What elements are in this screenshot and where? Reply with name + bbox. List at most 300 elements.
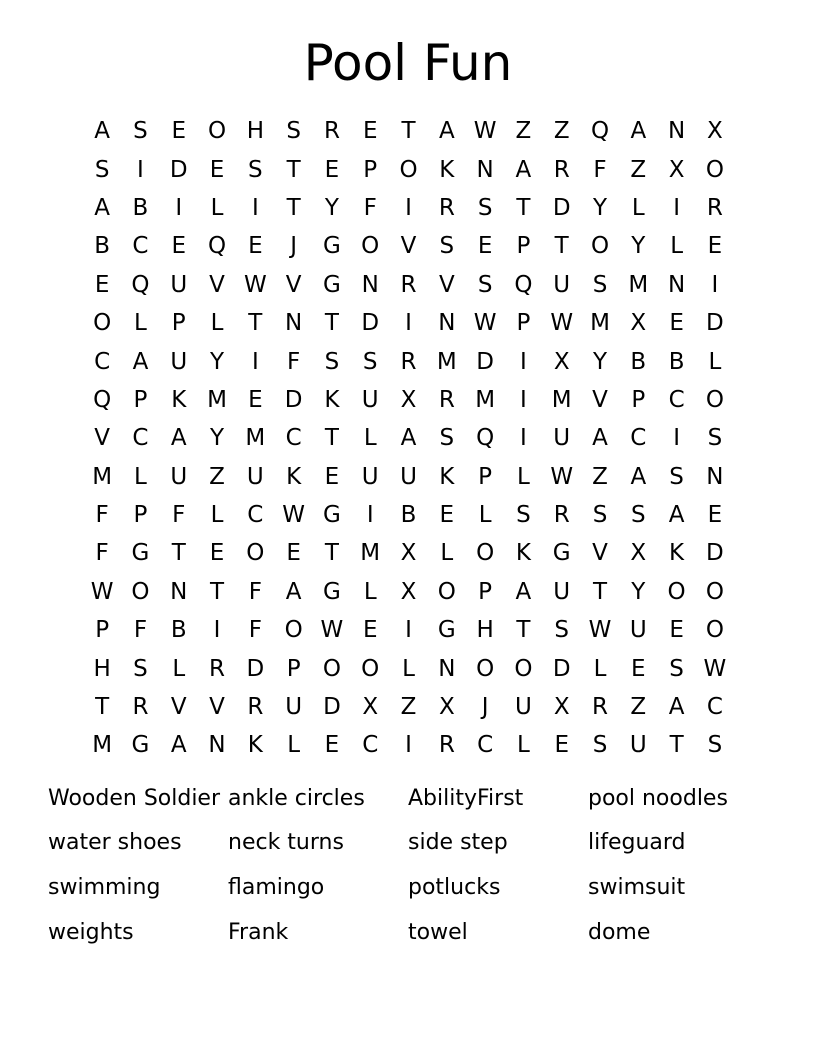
grid-letter[interactable]: M <box>360 540 381 567</box>
grid-letter[interactable]: U <box>629 732 647 759</box>
grid-letter[interactable]: U <box>400 463 417 490</box>
grid-letter[interactable]: I <box>251 194 259 221</box>
grid-letter[interactable]: D <box>246 655 265 682</box>
grid-letter[interactable]: A <box>170 732 187 759</box>
grid-letter[interactable]: R <box>553 156 570 183</box>
grid-letter[interactable]: O <box>246 540 265 567</box>
grid-letter[interactable]: Z <box>400 694 417 721</box>
grid-letter[interactable]: E <box>209 540 225 567</box>
grid-letter[interactable]: H <box>93 655 111 682</box>
grid-letter[interactable]: L <box>210 194 224 221</box>
grid-letter[interactable]: P <box>363 156 378 183</box>
grid-letter[interactable]: I <box>137 156 144 183</box>
grid-letter[interactable]: P <box>171 310 186 337</box>
grid-letter[interactable]: V <box>592 540 608 567</box>
grid-letter[interactable]: I <box>405 194 412 221</box>
grid-letter[interactable]: E <box>171 118 187 145</box>
grid-letter[interactable]: A <box>438 118 455 145</box>
grid-letter[interactable]: C <box>132 425 149 452</box>
grid-letter[interactable]: H <box>476 617 494 644</box>
grid-letter[interactable]: B <box>94 233 111 260</box>
grid-letter[interactable]: D <box>361 310 380 337</box>
grid-letter[interactable]: T <box>516 194 531 221</box>
grid-letter[interactable]: F <box>593 156 607 183</box>
grid-letter[interactable]: O <box>207 118 227 145</box>
grid-letter[interactable]: I <box>213 617 221 644</box>
grid-letter[interactable]: A <box>170 425 187 452</box>
grid-letter[interactable]: U <box>285 694 303 721</box>
grid-letter[interactable]: N <box>438 655 456 682</box>
grid-letter[interactable]: J <box>290 233 298 260</box>
grid-letter[interactable]: W <box>473 310 497 337</box>
grid-letter[interactable]: U <box>553 271 571 298</box>
grid-letter[interactable]: A <box>592 425 608 452</box>
grid-letter[interactable]: W <box>320 617 344 644</box>
grid-letter[interactable]: G <box>437 617 456 644</box>
grid-letter[interactable]: O <box>93 310 112 337</box>
grid-letter[interactable]: N <box>361 271 379 298</box>
grid-letter[interactable]: P <box>95 617 110 644</box>
grid-row <box>83 534 734 572</box>
grid-letter[interactable]: C <box>668 386 685 413</box>
grid-letter[interactable]: V <box>285 271 302 298</box>
grid-letter[interactable]: L <box>134 310 147 337</box>
grid-letter[interactable]: N <box>208 732 226 759</box>
grid-letter[interactable]: A <box>132 348 149 375</box>
grid-letter[interactable]: M <box>92 732 113 759</box>
grid-letter[interactable]: G <box>323 502 341 529</box>
grid-letter[interactable]: P <box>478 463 493 490</box>
grid-letter[interactable]: A <box>630 118 647 145</box>
grid-letter[interactable]: K <box>669 540 685 567</box>
grid-letter[interactable]: E <box>324 463 340 490</box>
grid-row <box>83 649 734 687</box>
grid-letter[interactable]: T <box>95 694 110 721</box>
grid-letter[interactable]: K <box>439 463 455 490</box>
grid-letter[interactable]: A <box>515 578 532 605</box>
grid-letter[interactable]: L <box>478 502 492 529</box>
grid-letter[interactable]: O <box>590 233 610 260</box>
grid-letter[interactable]: A <box>400 425 417 452</box>
grid-letter[interactable]: L <box>134 463 147 490</box>
grid-letter[interactable]: E <box>362 118 378 145</box>
grid-letter[interactable]: E <box>362 617 378 644</box>
grid-letter[interactable]: P <box>478 578 493 605</box>
grid-letter[interactable]: A <box>94 118 111 145</box>
grid-letter[interactable]: U <box>361 463 379 490</box>
grid-letter[interactable]: F <box>248 578 262 605</box>
grid-letter[interactable]: F <box>363 194 377 221</box>
grid-letter[interactable]: Z <box>553 118 570 145</box>
grid-letter[interactable]: U <box>553 578 571 605</box>
grid-letter[interactable]: A <box>94 194 111 221</box>
grid-letter[interactable]: R <box>400 271 417 298</box>
grid-letter[interactable]: E <box>324 156 340 183</box>
grid-letter[interactable]: F <box>248 617 262 644</box>
grid-letter[interactable]: O <box>705 617 724 644</box>
grid-letter[interactable]: V <box>438 271 455 298</box>
grid-letter[interactable]: G <box>131 732 150 759</box>
grid-letter[interactable]: X <box>630 310 647 337</box>
grid-letter[interactable]: S <box>477 271 493 298</box>
grid-letter[interactable]: J <box>481 694 489 721</box>
grid-letter[interactable]: C <box>247 502 264 529</box>
grid-letter[interactable]: T <box>324 310 339 337</box>
grid-letter[interactable]: N <box>667 271 686 298</box>
grid-letter[interactable]: O <box>667 578 686 605</box>
grid-letter[interactable]: S <box>516 502 531 529</box>
grid-letter[interactable]: O <box>476 655 495 682</box>
grid-letter[interactable]: L <box>172 655 186 682</box>
grid-letter[interactable]: O <box>399 156 418 183</box>
grid-letter[interactable]: Y <box>592 194 608 221</box>
grid-letter[interactable]: E <box>248 233 263 260</box>
grid-letter[interactable]: T <box>324 425 339 452</box>
grid-letter[interactable]: W <box>90 578 114 605</box>
grid-letter[interactable]: Q <box>207 233 227 260</box>
grid-letter[interactable]: R <box>247 694 264 721</box>
grid-letter[interactable]: V <box>400 233 417 260</box>
grid-letter[interactable]: Z <box>630 694 647 721</box>
grid-letter[interactable]: O <box>322 655 341 682</box>
grid-letter[interactable]: Q <box>476 425 495 452</box>
grid-letter[interactable]: U <box>553 425 571 452</box>
grid-letter[interactable]: W <box>550 463 574 490</box>
grid-letter[interactable]: Y <box>210 425 225 452</box>
grid-letter[interactable]: Z <box>209 463 225 490</box>
grid-letter[interactable]: F <box>172 502 186 529</box>
grid-letter[interactable]: Z <box>515 118 532 145</box>
grid-letter[interactable]: T <box>210 578 225 605</box>
grid-letter[interactable]: X <box>400 578 417 605</box>
grid-letter[interactable]: R <box>553 502 570 529</box>
grid-letter[interactable]: O <box>284 617 303 644</box>
grid-letter[interactable]: V <box>170 694 187 721</box>
grid-letter[interactable]: D <box>552 194 571 221</box>
grid-letter[interactable]: F <box>95 540 109 567</box>
grid-letter[interactable]: O <box>361 233 380 260</box>
grid-letter[interactable]: Z <box>630 156 647 183</box>
grid-letter[interactable]: S <box>707 425 723 452</box>
grid-letter[interactable]: M <box>207 386 227 413</box>
grid-letter[interactable]: V <box>592 386 608 413</box>
grid-letter[interactable]: Y <box>631 233 646 260</box>
grid-letter[interactable]: T <box>516 617 531 644</box>
grid-letter[interactable]: I <box>175 194 183 221</box>
grid-letter[interactable]: Y <box>324 194 339 221</box>
grid-letter[interactable]: G <box>323 578 341 605</box>
grid-letter[interactable]: E <box>248 386 263 413</box>
grid-letter[interactable]: T <box>286 194 301 221</box>
grid-letter[interactable]: A <box>285 578 302 605</box>
grid-letter[interactable]: N <box>476 156 494 183</box>
grid-letter[interactable]: D <box>476 348 494 375</box>
grid-letter[interactable]: L <box>517 732 530 759</box>
grid-letter[interactable]: C <box>706 694 723 721</box>
grid-letter[interactable]: L <box>670 233 684 260</box>
grid-letter[interactable]: S <box>133 118 148 145</box>
grid-letter[interactable]: T <box>171 540 186 567</box>
grid-letter[interactable]: D <box>323 694 341 721</box>
grid-letter[interactable]: P <box>286 655 301 682</box>
grid-letter[interactable]: C <box>285 425 302 452</box>
grid-letter[interactable]: S <box>554 617 570 644</box>
grid-letter[interactable]: B <box>400 502 417 529</box>
grid-letter[interactable]: D <box>169 156 188 183</box>
grid-letter[interactable]: X <box>362 694 379 721</box>
grid-letter[interactable]: L <box>402 655 415 682</box>
grid-letter[interactable]: S <box>592 502 608 529</box>
grid-letter[interactable]: K <box>286 463 302 490</box>
grid-letter[interactable]: A <box>515 156 532 183</box>
grid-letter[interactable]: C <box>630 425 647 452</box>
grid-letter[interactable]: V <box>209 694 225 721</box>
grid-letter[interactable]: P <box>133 386 148 413</box>
grid-letter[interactable]: L <box>631 194 645 221</box>
grid-letter[interactable]: B <box>132 194 149 221</box>
grid-letter[interactable]: G <box>131 540 150 567</box>
grid-row <box>83 150 734 188</box>
grid-letter[interactable]: I <box>251 348 259 375</box>
grid-letter[interactable]: R <box>209 655 226 682</box>
grid-letter[interactable]: E <box>707 233 723 260</box>
grid-letter[interactable]: S <box>592 271 608 298</box>
grid-letter[interactable]: S <box>286 118 301 145</box>
grid-letter[interactable]: C <box>477 732 494 759</box>
grid-letter[interactable]: S <box>669 655 684 682</box>
grid-letter[interactable]: R <box>323 118 340 145</box>
grid-letter[interactable]: U <box>170 348 188 375</box>
grid-letter[interactable]: I <box>673 425 680 452</box>
word-list-item: towel <box>408 919 468 945</box>
grid-letter[interactable]: F <box>95 502 109 529</box>
grid-letter[interactable]: D <box>706 540 724 567</box>
grid-letter[interactable]: Q <box>93 386 112 413</box>
grid-letter[interactable]: L <box>210 502 224 529</box>
grid-letter[interactable]: E <box>631 655 646 682</box>
grid-letter[interactable]: X <box>630 540 647 567</box>
grid-letter[interactable]: W <box>473 118 497 145</box>
grid-letter[interactable]: D <box>284 386 303 413</box>
grid-letter[interactable]: P <box>516 310 531 337</box>
grid-letter[interactable]: M <box>551 386 572 413</box>
grid-letter[interactable]: B <box>170 617 187 644</box>
grid-letter[interactable]: M <box>92 463 113 490</box>
grid-letter[interactable]: S <box>439 425 455 452</box>
grid-letter[interactable]: X <box>438 694 455 721</box>
grid-letter[interactable]: I <box>673 194 680 221</box>
grid-letter[interactable]: X <box>400 386 417 413</box>
word-list <box>48 776 788 954</box>
grid-letter[interactable]: K <box>247 732 263 759</box>
grid-letter[interactable]: T <box>669 732 684 759</box>
grid-letter[interactable]: L <box>440 540 454 567</box>
grid-letter[interactable]: I <box>405 310 412 337</box>
grid-letter[interactable]: U <box>514 694 532 721</box>
grid-letter[interactable]: I <box>711 271 719 298</box>
grid-letter[interactable]: L <box>210 310 224 337</box>
grid-letter[interactable]: E <box>94 271 110 298</box>
grid-letter[interactable]: T <box>592 578 608 605</box>
grid-letter[interactable]: Y <box>592 348 608 375</box>
grid-letter[interactable]: L <box>517 463 530 490</box>
grid-letter[interactable]: M <box>436 348 457 375</box>
grid-letter[interactable]: E <box>477 233 493 260</box>
grid-letter[interactable]: M <box>628 271 649 298</box>
grid-letter[interactable]: N <box>170 578 188 605</box>
grid-letter[interactable]: R <box>400 348 417 375</box>
grid-letter[interactable]: E <box>286 540 301 567</box>
grid-letter[interactable]: X <box>400 540 417 567</box>
grid-letter[interactable]: N <box>706 463 724 490</box>
grid-letter[interactable]: E <box>669 310 684 337</box>
grid-letter[interactable]: Z <box>592 463 608 490</box>
grid-letter[interactable]: R <box>438 732 455 759</box>
grid-letter[interactable]: D <box>552 655 571 682</box>
grid-letter[interactable]: S <box>324 348 340 375</box>
grid-letter[interactable]: L <box>363 425 377 452</box>
grid-letter[interactable]: O <box>131 578 150 605</box>
grid-row <box>83 304 734 342</box>
grid-letter[interactable]: L <box>593 655 607 682</box>
grid-letter[interactable]: O <box>361 655 380 682</box>
grid-letter[interactable]: S <box>592 732 608 759</box>
grid-letter[interactable]: E <box>209 156 225 183</box>
grid-letter[interactable]: Y <box>631 578 646 605</box>
grid-letter[interactable]: W <box>703 655 727 682</box>
grid-letter[interactable]: B <box>630 348 647 375</box>
word-list-item: neck turns <box>228 830 344 856</box>
grid-letter[interactable]: E <box>171 233 187 260</box>
grid-letter[interactable]: I <box>520 425 527 452</box>
grid-letter[interactable]: V <box>209 271 225 298</box>
grid-row <box>83 419 734 457</box>
word-list-item: weights <box>48 919 134 945</box>
grid-letter[interactable]: O <box>705 156 724 183</box>
grid-letter[interactable]: S <box>133 655 148 682</box>
grid-letter[interactable]: Q <box>131 271 150 298</box>
grid-letter[interactable]: Q <box>514 271 533 298</box>
grid-letter[interactable]: L <box>363 578 377 605</box>
grid-letter[interactable]: W <box>243 271 267 298</box>
grid-letter[interactable]: S <box>669 463 684 490</box>
grid-letter[interactable]: C <box>132 233 149 260</box>
grid-letter[interactable]: W <box>588 617 612 644</box>
grid-letter[interactable]: P <box>631 386 646 413</box>
grid-letter[interactable]: K <box>515 540 531 567</box>
grid-letter[interactable]: M <box>590 310 610 337</box>
grid-letter[interactable]: D <box>706 310 724 337</box>
grid-letter[interactable]: C <box>362 732 379 759</box>
grid-letter[interactable]: O <box>476 540 495 567</box>
grid-letter[interactable]: G <box>552 540 571 567</box>
grid-letter[interactable]: Q <box>590 118 610 145</box>
grid-letter[interactable]: T <box>286 156 301 183</box>
grid-letter[interactable]: B <box>668 348 685 375</box>
grid-letter[interactable]: X <box>553 348 570 375</box>
grid-letter[interactable]: L <box>708 348 722 375</box>
grid-letter[interactable]: U <box>361 386 379 413</box>
grid-letter[interactable]: F <box>133 617 148 644</box>
word-list-item: flamingo <box>228 874 325 900</box>
grid-letter[interactable]: E <box>439 502 455 529</box>
grid-letter[interactable]: O <box>437 578 456 605</box>
grid-letter[interactable]: H <box>246 118 264 145</box>
grid-letter[interactable]: N <box>438 310 456 337</box>
grid-letter[interactable]: M <box>475 386 496 413</box>
grid-letter[interactable]: T <box>324 540 339 567</box>
grid-letter[interactable]: G <box>323 233 341 260</box>
grid-letter[interactable]: P <box>133 502 148 529</box>
grid-letter[interactable]: T <box>248 310 263 337</box>
grid-letter[interactable]: L <box>287 732 301 759</box>
grid-letter[interactable]: I <box>520 386 527 413</box>
grid-letter[interactable]: S <box>362 348 378 375</box>
grid-letter[interactable]: A <box>668 502 685 529</box>
grid-letter[interactable]: X <box>668 156 685 183</box>
grid-letter[interactable]: A <box>630 463 647 490</box>
grid-letter[interactable]: P <box>516 233 531 260</box>
grid-letter[interactable]: S <box>477 194 493 221</box>
grid-letter[interactable]: S <box>707 732 723 759</box>
grid-letter[interactable]: U <box>246 463 264 490</box>
grid-letter[interactable]: X <box>553 694 570 721</box>
grid-letter[interactable]: R <box>592 694 608 721</box>
grid-letter[interactable]: U <box>629 617 647 644</box>
grid-letter[interactable]: A <box>668 694 685 721</box>
word-list-row <box>48 910 788 955</box>
grid-letter[interactable]: M <box>245 425 266 452</box>
grid-letter[interactable]: S <box>631 502 646 529</box>
grid-letter[interactable]: I <box>366 502 374 529</box>
grid-letter[interactable]: K <box>171 386 187 413</box>
grid-letter[interactable]: U <box>170 463 188 490</box>
grid-letter[interactable]: K <box>324 386 340 413</box>
grid-letter[interactable]: S <box>94 156 110 183</box>
grid-letter[interactable]: T <box>554 233 569 260</box>
grid-letter[interactable]: C <box>94 348 111 375</box>
grid-letter[interactable]: W <box>282 502 305 529</box>
grid-letter[interactable]: W <box>550 310 574 337</box>
grid-letter[interactable]: T <box>401 118 416 145</box>
grid-letter[interactable]: S <box>439 233 455 260</box>
grid-letter[interactable]: S <box>248 156 263 183</box>
grid-letter[interactable]: R <box>438 386 455 413</box>
grid-letter[interactable]: R <box>132 694 149 721</box>
grid-letter[interactable]: O <box>705 578 724 605</box>
grid-letter[interactable]: N <box>667 118 686 145</box>
grid-letter[interactable]: I <box>520 348 527 375</box>
grid-letter[interactable]: I <box>405 617 412 644</box>
grid-letter[interactable]: E <box>554 732 569 759</box>
grid-letter[interactable]: G <box>323 271 341 298</box>
grid-letter[interactable]: K <box>439 156 455 183</box>
grid-letter[interactable]: X <box>707 118 723 145</box>
grid-letter[interactable]: F <box>287 348 301 375</box>
grid-letter[interactable]: O <box>514 655 533 682</box>
grid-letter[interactable]: U <box>170 271 188 298</box>
grid-letter[interactable]: R <box>438 194 455 221</box>
grid-letter[interactable]: R <box>706 194 723 221</box>
grid-letter[interactable]: Y <box>210 348 225 375</box>
grid-letter[interactable]: I <box>405 732 412 759</box>
grid-letter[interactable]: E <box>324 732 340 759</box>
grid-letter[interactable]: E <box>707 502 723 529</box>
grid-letter[interactable]: E <box>669 617 684 644</box>
grid-letter[interactable]: N <box>285 310 303 337</box>
grid-letter[interactable]: V <box>94 425 111 452</box>
grid-letter[interactable]: O <box>705 386 724 413</box>
